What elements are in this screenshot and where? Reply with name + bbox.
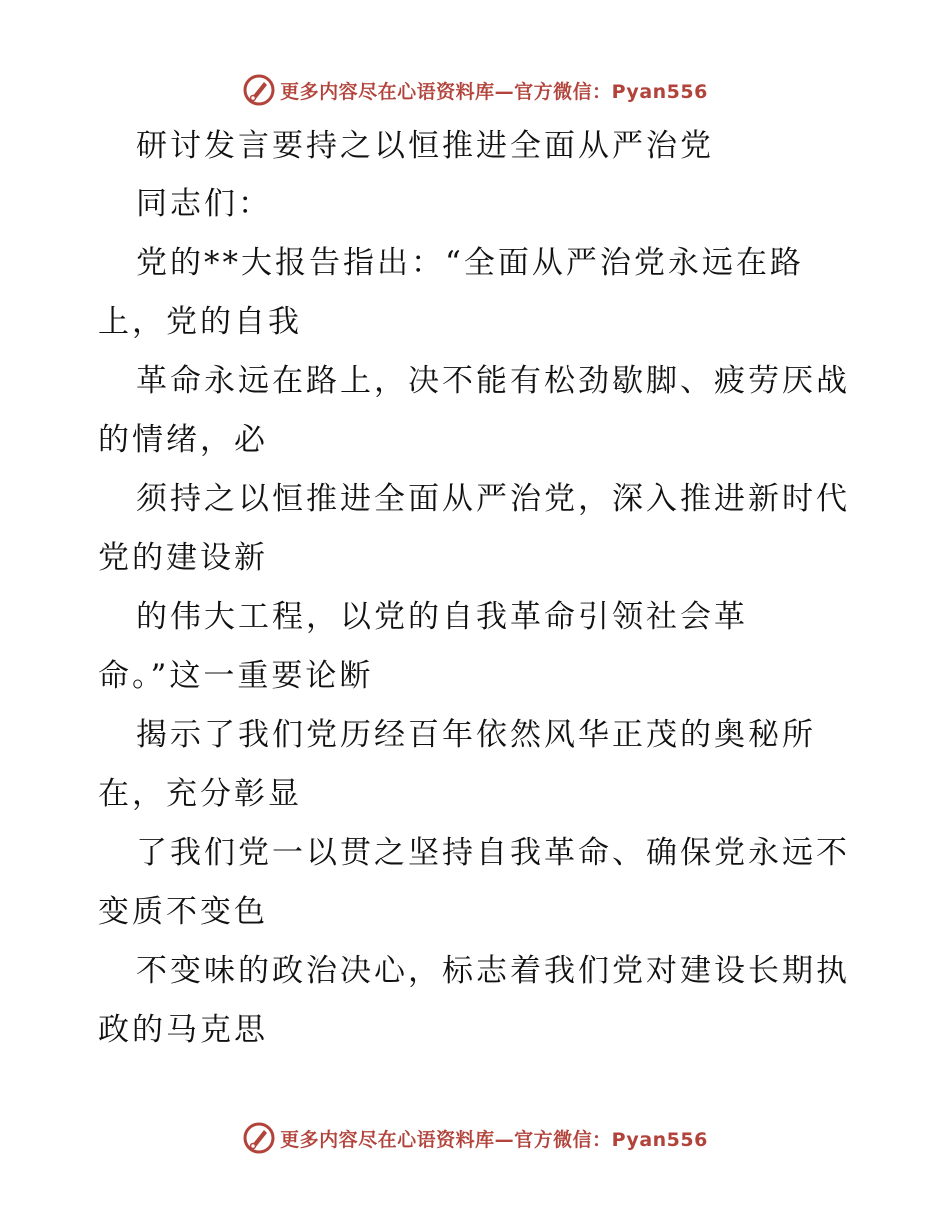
paragraph-line: 党的建设新 [98,540,268,576]
salutation: 同志们： [136,186,272,222]
pen-logo-icon [242,1121,276,1155]
paragraph-line: 的情绪，必 [98,422,268,458]
header-banner-text: 更多内容尽在心语资料库—官方微信：Pyan556 [280,80,708,103]
paragraph-line: 变质不变色 [98,894,268,930]
paragraph-line: 命。”这一重要论断 [98,658,374,694]
pen-logo-icon [242,73,276,107]
footer-banner-text: 更多内容尽在心语资料库—官方微信：Pyan556 [280,1128,708,1151]
paragraph-line: 揭示了我们党历经百年依然风华正茂的奥秘所 [136,717,816,753]
paragraph-line: 不变味的政治决心，标志着我们党对建设长期执 [136,953,850,989]
paragraph-line: 革命永远在路上，决不能有松劲歇脚、疲劳厌战 [136,363,850,399]
paragraph-line: 在，充分彰显 [98,776,302,812]
paragraph-line: 政的马克思 [98,1012,268,1048]
paragraph-line: 上，党的自我 [98,304,302,340]
paragraph-line: 了我们党一以贯之坚持自我革命、确保党永远不 [136,835,850,871]
document-title: 研讨发言要持之以恒推进全面从严治党 [136,128,714,164]
footer-banner [0,1118,950,1158]
paragraph-line: 党的**大报告指出：“全面从严治党永远在路 [136,245,804,281]
header-banner [0,70,950,110]
paragraph-line: 的伟大工程，以党的自我革命引领社会革 [136,599,748,635]
paragraph-line: 须持之以恒推进全面从严治党，深入推进新时代 [136,481,850,517]
